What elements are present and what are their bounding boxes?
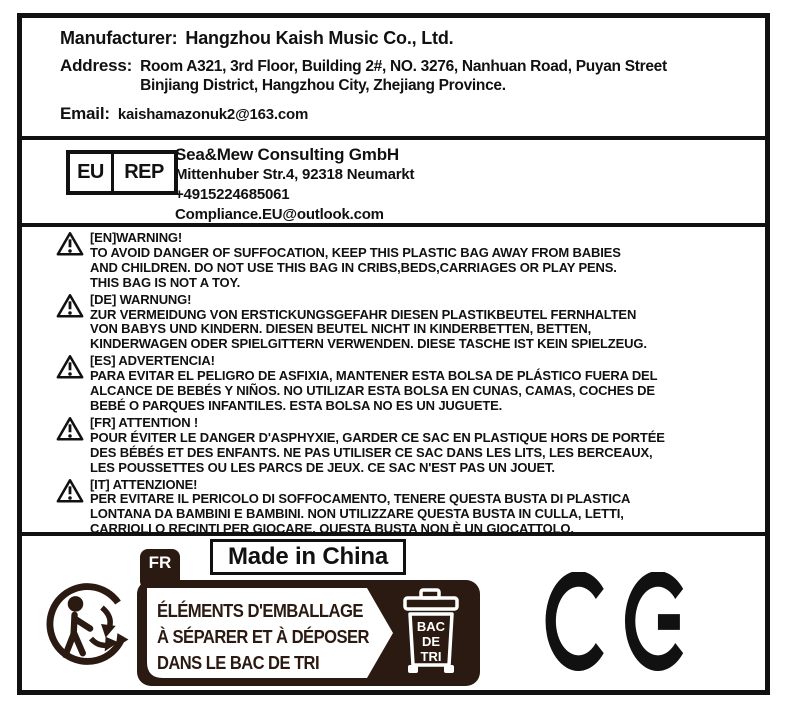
warning-triangle-icon: [56, 478, 84, 504]
warning-line: KINDERWAGEN ODER SPIELGITTERN VERWENDEN. DIESE TASCHE IST KEIN SPIELZEUG.: [90, 336, 647, 352]
warning-line: CARRIOLI O RECINTI PER GIOCARE. QUESTA BUSTA NON È UN GIOCATTOLO.: [90, 521, 574, 537]
eu-rep-address: Mittenhuber Str.4, 92318 Neumarkt: [175, 166, 415, 183]
address-label: Address:: [60, 56, 133, 75]
warning-triangle-icon: [56, 293, 84, 319]
manufacturer-value: Hangzhou Kaish Music Co., Ltd.: [185, 28, 454, 48]
warning-line: BEBÉ O PARQUES INFANTILES. ESTA BOLSA NO ES UN JUGUETE.: [90, 397, 503, 413]
fr-tab-label: FR: [148, 553, 172, 572]
sorting-banner: [137, 580, 480, 686]
eu-rep-badge-rep: REP: [124, 161, 164, 183]
banner-line-1: ÉLÉMENTS D'EMBALLAGE: [157, 600, 364, 621]
eu-rep-badge-eu: EU: [70, 154, 114, 191]
made-in-china-text: Made in China: [227, 543, 389, 570]
email-label: Email:: [60, 104, 110, 123]
banner-line-2: À SÉPARER ET À DÉPOSER: [157, 626, 370, 647]
warning-block-de: [22, 293, 765, 353]
bin-text-line-3: TRI: [420, 649, 442, 664]
eu-rep-company: Sea&Mew Consulting GmbH: [175, 145, 399, 164]
eu-rep-phone: +4915224685061: [175, 186, 290, 203]
manufacturer-row: [60, 27, 765, 49]
warning-block-en: [22, 231, 765, 291]
address-line-2: Binjiang District, Hangzhou City, Zhejiang Province.: [140, 77, 506, 94]
eu-rep-section: [22, 140, 765, 227]
warning-block-it: [22, 478, 765, 538]
made-in-china-box: [210, 539, 406, 575]
address-row: [60, 56, 765, 95]
warning-title: [ES] ADVERTENCIA!: [90, 353, 215, 369]
warning-line: ZUR VERMEIDUNG VON ERSTICKUNGSGEFAHR DIESEN PLASTIKBEUTEL FERNHALTEN: [90, 306, 637, 322]
marks-section: [22, 536, 765, 687]
bin-text-line-1: BAC: [416, 619, 446, 634]
ce-marking-icon: [543, 572, 687, 672]
warning-line: VON BABYS UND KINDERN. DIESEN BEUTEL NICHT IN KINDERBETTEN, BETTEN,: [90, 321, 592, 337]
warning-block-fr: [22, 416, 765, 476]
triman-recycling-icon: [45, 582, 137, 666]
warning-title: [EN]WARNING!: [90, 230, 183, 245]
warning-triangle-icon: [56, 354, 84, 380]
warning-title: [DE] WARNUNG!: [90, 291, 192, 307]
warnings-section: [22, 227, 765, 536]
warning-line: AND CHILDREN. DO NOT USE THIS BAG IN CRIBS,BEDS,CARRIAGES OR PLAY PENS.: [90, 259, 617, 275]
warning-line: POUR ÉVITER LE DANGER D'ASPHYXIE, GARDER CE SAC EN PLASTIQUE HORS DE PORTÉE: [90, 429, 665, 445]
manufacturer-section: [22, 27, 765, 140]
warning-title: [IT] ATTENZIONE!: [90, 476, 198, 492]
address-line-1: Room A321, 3rd Floor, Building 2#, NO. 3276, Nanhuan Road, Puyan Street: [140, 58, 667, 75]
warning-triangle-icon: [56, 416, 84, 442]
bin-text-line-2: DE: [421, 634, 441, 649]
banner-line-3: DANS LE BAC DE TRI: [157, 652, 319, 673]
email-value: kaishamazonuk2@163.com: [117, 106, 309, 123]
eu-rep-email: Compliance.EU@outlook.com: [175, 206, 384, 223]
email-row: [60, 104, 765, 124]
address-value: [140, 57, 667, 95]
warning-line: DES BÉBÉS ET DES ENFANTS. NE PAS UTILISER CE SAC DANS LES LITS, LES BERCEAUX,: [90, 444, 653, 460]
eu-rep-details: [175, 145, 414, 225]
manufacturer-label: Manufacturer:: [60, 28, 178, 48]
warning-line: LES POUSSETTES OU LES PARCS DE JEUX. CE SAC N'EST PAS UN JOUET.: [90, 459, 555, 475]
warning-triangle-icon: [56, 231, 84, 257]
warning-line: TO AVOID DANGER OF SUFFOCATION, KEEP THIS PLASTIC BAG AWAY FROM BABIES: [90, 244, 621, 260]
warning-line: ALCANCE DE BEBÉS Y NIÑOS. NO UTILIZAR ESTA BOLSA EN CUNAS, CAMAS, COCHES DE: [90, 383, 655, 399]
warning-block-es: [22, 354, 765, 414]
warning-line: PARA EVITAR EL PELIGRO DE ASFIXIA, MANTENER ESTA BOLSA DE PLÁSTICO FUERA DEL: [90, 368, 658, 384]
label-frame: [17, 13, 770, 695]
warning-line: PER EVITARE IL PERICOLO DI SOFFOCAMENTO, TENERE QUESTA BUSTA DI PLASTICA: [90, 491, 631, 507]
warning-line: THIS BAG IS NOT A TOY.: [90, 274, 241, 290]
warning-title: [FR] ATTENTION !: [90, 414, 199, 430]
eu-rep-badge: [66, 150, 178, 195]
warning-line: LONTANA DA BAMBINI E BAMBINI. NON UTILIZZARE QUESTA BUSTA IN CULLA, LETTI,: [90, 506, 624, 522]
